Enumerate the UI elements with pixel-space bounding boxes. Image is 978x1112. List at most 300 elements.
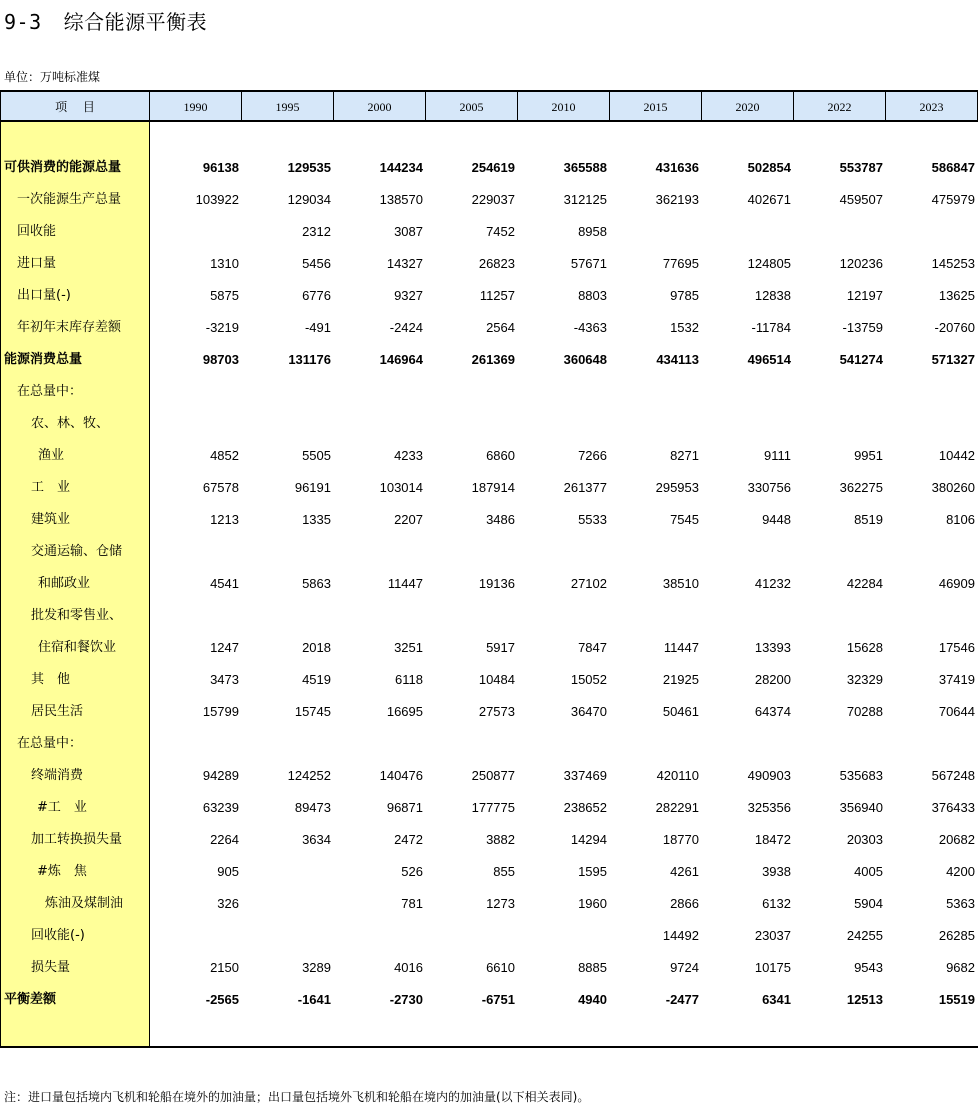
value-cell-1995: 5456 — [302, 256, 331, 271]
value-cell-2010: 238652 — [563, 800, 607, 815]
value-cell-2010: 14294 — [570, 832, 607, 847]
value-cell-2000: 3087 — [394, 224, 423, 239]
value-cell-2005 — [429, 408, 515, 440]
value-cell-1990: 94289 — [202, 768, 239, 783]
value-cell-2020: 6341 — [762, 992, 791, 1007]
header-year-2015: 2015 — [609, 92, 701, 120]
table-row — [0, 184, 978, 216]
value-cell-2005: 187914 — [471, 480, 515, 495]
table-header — [0, 90, 978, 122]
table-number: 9-3 — [4, 10, 42, 34]
value-cell-2022 — [797, 536, 883, 568]
value-cell-2015: 21925 — [662, 672, 699, 687]
value-cell-2020: 124805 — [747, 256, 791, 271]
table-row — [0, 536, 978, 568]
value-cell-2020: 402671 — [747, 192, 791, 207]
value-cell-2015 — [613, 728, 699, 760]
value-cell-2005: 19136 — [478, 576, 515, 591]
table-row — [0, 760, 978, 792]
table-row — [0, 408, 978, 440]
value-cell-2005: 27573 — [478, 704, 515, 719]
value-cell-2020: 325356 — [747, 800, 791, 815]
value-cell-1990 — [153, 728, 239, 760]
row-label: 建筑业 — [31, 512, 71, 527]
value-cell-2005 — [429, 600, 515, 632]
value-cell-2000: -2424 — [389, 320, 423, 335]
value-cell-2023: 8106 — [946, 512, 975, 527]
value-cell-2015: -2477 — [665, 992, 699, 1007]
value-cell-2010: 8958 — [578, 224, 607, 239]
value-cell-1990: 2264 — [210, 832, 239, 847]
value-cell-2005: 6610 — [486, 960, 515, 975]
value-cell-2005: 7452 — [486, 224, 515, 239]
value-cell-2022: 12197 — [846, 288, 883, 303]
value-cell-2023 — [889, 408, 975, 440]
value-cell-2022 — [797, 408, 883, 440]
value-cell-2020 — [705, 728, 791, 760]
value-cell-2022 — [797, 728, 883, 760]
value-cell-2020: 23037 — [754, 928, 791, 943]
value-cell-2020: 10175 — [754, 960, 791, 975]
value-cell-1995: 4519 — [302, 672, 331, 687]
value-cell-2000: 9327 — [394, 288, 423, 303]
value-cell-2020: 330756 — [747, 480, 791, 495]
value-cell-2010: 57671 — [570, 256, 607, 271]
value-cell-2022: 362275 — [839, 480, 883, 495]
value-cell-1995: 6776 — [302, 288, 331, 303]
value-cell-2022: 9543 — [854, 960, 883, 975]
value-cell-1995 — [245, 728, 331, 760]
value-cell-1990 — [153, 536, 239, 568]
value-cell-2015: 362193 — [655, 192, 699, 207]
value-cell-2022: 70288 — [846, 704, 883, 719]
value-cell-2010: 27102 — [570, 576, 607, 591]
value-cell-2005: 3882 — [486, 832, 515, 847]
value-cell-1990: 4852 — [210, 448, 239, 463]
value-cell-2010: 8803 — [578, 288, 607, 303]
header-year-2020: 2020 — [701, 92, 793, 120]
value-cell-2000: 3251 — [394, 640, 423, 655]
value-cell-2000: 16695 — [386, 704, 423, 719]
table-row — [0, 792, 978, 824]
value-cell-2020: 9111 — [764, 448, 791, 463]
value-cell-2015 — [613, 536, 699, 568]
table-title: 综合能源平衡表 — [63, 10, 208, 34]
value-cell-2000: 11447 — [387, 576, 423, 591]
value-cell-2015: 282291 — [655, 800, 699, 815]
row-label: #炼 焦 — [37, 864, 87, 879]
value-cell-2005 — [429, 376, 515, 408]
value-cell-2015: 431636 — [655, 160, 699, 175]
value-cell-1990: 1310 — [210, 256, 239, 271]
value-cell-2022 — [797, 376, 883, 408]
value-cell-2005: -6751 — [481, 992, 515, 1007]
value-cell-2000 — [337, 536, 423, 568]
value-cell-2010 — [521, 536, 607, 568]
value-cell-2022 — [797, 216, 883, 248]
unit-label: 单位：万吨标准煤 — [4, 70, 101, 84]
row-label: 在总量中： — [17, 384, 83, 399]
row-label: 可供消费的能源总量 — [4, 160, 122, 175]
value-cell-2022: 12513 — [846, 992, 883, 1007]
value-cell-2020: 496514 — [747, 352, 791, 367]
value-cell-2015: 4261 — [670, 864, 699, 879]
value-cell-1995 — [245, 888, 331, 920]
value-cell-2015: 38510 — [662, 576, 699, 591]
value-cell-2023 — [889, 600, 975, 632]
value-cell-2005: 177775 — [471, 800, 515, 815]
value-cell-2000: 96871 — [386, 800, 423, 815]
row-label: 批发和零售业、 — [31, 608, 123, 623]
row-label: 渔业 — [38, 448, 65, 463]
table-row — [0, 472, 978, 504]
header-year-2005: 2005 — [425, 92, 517, 120]
value-cell-2010: 5533 — [578, 512, 607, 527]
value-cell-1995 — [245, 536, 331, 568]
value-cell-2015: 9724 — [670, 960, 699, 975]
value-cell-1990 — [153, 920, 239, 952]
row-label: 进口量 — [17, 256, 57, 271]
value-cell-2000 — [337, 408, 423, 440]
value-cell-1995: 3289 — [302, 960, 331, 975]
value-cell-2022: 24255 — [846, 928, 883, 943]
value-cell-2010: 1960 — [578, 896, 607, 911]
value-cell-2010 — [521, 728, 607, 760]
value-cell-1995: 129535 — [287, 160, 331, 175]
value-cell-2010: 36470 — [570, 704, 607, 719]
value-cell-2000 — [337, 600, 423, 632]
value-cell-2000 — [337, 920, 423, 952]
table-row — [0, 216, 978, 248]
row-label: 在总量中： — [17, 736, 83, 751]
row-label: 其 他 — [31, 672, 71, 687]
table-row — [0, 696, 978, 728]
value-cell-2010: 15052 — [570, 672, 607, 687]
value-cell-2015 — [613, 408, 699, 440]
value-cell-2005: 261369 — [471, 352, 515, 367]
value-cell-2000 — [337, 376, 423, 408]
value-cell-1995: 124252 — [287, 768, 331, 783]
value-cell-1995: 2018 — [302, 640, 331, 655]
value-cell-1990 — [153, 376, 239, 408]
value-cell-2015: 2866 — [670, 896, 699, 911]
row-label: 能源消费总量 — [4, 352, 83, 367]
value-cell-2005: 26823 — [478, 256, 515, 271]
value-cell-2023: 70644 — [938, 704, 975, 719]
value-cell-2020 — [705, 536, 791, 568]
value-cell-2023: 567248 — [931, 768, 975, 783]
value-cell-2010 — [521, 920, 607, 952]
value-cell-2010: 261377 — [563, 480, 607, 495]
row-label: 居民生活 — [31, 704, 84, 719]
value-cell-2023: 586847 — [931, 160, 975, 175]
value-cell-2020: 18472 — [754, 832, 791, 847]
value-cell-2010: 7266 — [578, 448, 607, 463]
value-cell-2005: 10484 — [478, 672, 515, 687]
value-cell-2022: 535683 — [839, 768, 883, 783]
value-cell-1995: 129034 — [287, 192, 331, 207]
table-row — [0, 568, 978, 600]
value-cell-2023: 20682 — [938, 832, 975, 847]
value-cell-1995: 15745 — [294, 704, 331, 719]
value-cell-2015: 77695 — [662, 256, 699, 271]
value-cell-2000: 4233 — [394, 448, 423, 463]
value-cell-1990: 15799 — [202, 704, 239, 719]
value-cell-2015 — [613, 600, 699, 632]
value-cell-2023 — [889, 376, 975, 408]
value-cell-2022: 32329 — [846, 672, 883, 687]
value-cell-2020: 3938 — [762, 864, 791, 879]
table-row — [0, 984, 978, 1016]
value-cell-1995: -1641 — [297, 992, 331, 1007]
header-item: 项 目 — [55, 100, 95, 114]
value-cell-2020 — [705, 600, 791, 632]
row-label: 和邮政业 — [38, 576, 91, 591]
value-cell-2005: 2564 — [486, 320, 515, 335]
value-cell-2005: 5917 — [486, 640, 515, 655]
value-cell-1990: 326 — [217, 896, 239, 911]
value-cell-2020: 41232 — [754, 576, 791, 591]
value-cell-2005: 11257 — [479, 288, 515, 303]
table-row — [0, 856, 978, 888]
header-year-1995: 1995 — [241, 92, 333, 120]
value-cell-2015: 18770 — [662, 832, 699, 847]
value-cell-2023 — [889, 536, 975, 568]
value-cell-2020: 502854 — [747, 160, 791, 175]
value-cell-2015: 434113 — [656, 352, 699, 367]
value-cell-2022: 4005 — [854, 864, 883, 879]
row-label: 加工转换损失量 — [31, 832, 123, 847]
value-cell-2023: 145253 — [931, 256, 975, 271]
value-cell-2022: 5904 — [854, 896, 883, 911]
value-cell-2022: 541274 — [839, 352, 883, 367]
value-cell-2023: 475979 — [931, 192, 975, 207]
value-cell-1990: 67578 — [202, 480, 239, 495]
value-cell-2015 — [613, 216, 699, 248]
value-cell-1990: 103922 — [195, 192, 239, 207]
value-cell-2010: 365588 — [563, 160, 607, 175]
value-cell-2010 — [521, 600, 607, 632]
value-cell-2020 — [705, 408, 791, 440]
value-cell-2005: 6860 — [486, 448, 515, 463]
value-cell-1990: 3473 — [210, 672, 239, 687]
value-cell-2023: 10442 — [938, 448, 975, 463]
value-cell-2010: 7847 — [578, 640, 607, 655]
value-cell-2000: 526 — [401, 864, 423, 879]
value-cell-1990: 1247 — [210, 640, 239, 655]
value-cell-2020: -11784 — [751, 320, 791, 335]
row-label: 工 业 — [31, 480, 71, 495]
value-cell-2023: 571327 — [931, 352, 975, 367]
table-bottom-rule — [0, 1046, 978, 1048]
value-cell-2022: 15628 — [846, 640, 883, 655]
value-cell-2000: 4016 — [394, 960, 423, 975]
value-cell-1990: 1213 — [210, 512, 239, 527]
value-cell-1990 — [153, 216, 239, 248]
value-cell-1990 — [153, 408, 239, 440]
value-cell-2023 — [889, 728, 975, 760]
row-label: 住宿和餐饮业 — [38, 640, 117, 655]
value-cell-2005: 250877 — [471, 768, 515, 783]
value-cell-2020: 9448 — [762, 512, 791, 527]
value-cell-2000: 144234 — [379, 160, 423, 175]
value-cell-2023: 9682 — [946, 960, 975, 975]
row-label: 交通运输、仓储 — [31, 544, 123, 559]
value-cell-2015: 8271 — [670, 448, 699, 463]
value-cell-2020: 12838 — [754, 288, 791, 303]
table-row — [0, 952, 978, 984]
value-cell-2020 — [705, 216, 791, 248]
value-cell-2020: 6132 — [762, 896, 791, 911]
value-cell-2022: 356940 — [839, 800, 883, 815]
value-cell-1990 — [153, 600, 239, 632]
value-cell-1995 — [245, 376, 331, 408]
value-cell-1995 — [245, 600, 331, 632]
value-cell-2015: 9785 — [670, 288, 699, 303]
value-cell-2023: 376433 — [931, 800, 975, 815]
value-cell-2015: 420110 — [656, 768, 699, 783]
value-cell-2010 — [521, 408, 607, 440]
header-year-2010: 2010 — [517, 92, 609, 120]
header-year-1990: 1990 — [149, 92, 241, 120]
row-label: 年初年末库存差额 — [17, 320, 122, 335]
value-cell-2023: -20760 — [934, 320, 975, 335]
value-cell-2005 — [429, 536, 515, 568]
value-cell-2020: 490903 — [747, 768, 791, 783]
value-cell-2015: 1532 — [670, 320, 699, 335]
table-row — [0, 376, 978, 408]
value-cell-2023 — [889, 216, 975, 248]
value-cell-2015: 295953 — [655, 480, 699, 495]
table-row — [0, 600, 978, 632]
value-cell-2023: 15519 — [938, 992, 975, 1007]
value-cell-1995: 89473 — [294, 800, 331, 815]
value-cell-2020: 28200 — [754, 672, 791, 687]
value-cell-2000: 140476 — [379, 768, 423, 783]
value-cell-2010: 8885 — [578, 960, 607, 975]
table-row — [0, 888, 978, 920]
value-cell-2005: 855 — [493, 864, 515, 879]
value-cell-1995: 1335 — [302, 512, 331, 527]
value-cell-2020 — [705, 376, 791, 408]
value-cell-2015: 14492 — [662, 928, 699, 943]
value-cell-2023: 4200 — [946, 864, 975, 879]
footnote: 注：进口量包括境内飞机和轮船在境外的加油量；出口量包括境外飞机和轮船在境内的加油量(以下相关表同)。 — [4, 1090, 590, 1104]
value-cell-2005 — [429, 728, 515, 760]
value-cell-2022: 9951 — [854, 448, 883, 463]
row-label: 回收能 — [17, 224, 57, 239]
value-cell-1990: -2565 — [205, 992, 239, 1007]
table-row — [0, 152, 978, 184]
value-cell-1990: -3219 — [205, 320, 239, 335]
value-cell-2000: 2207 — [394, 512, 423, 527]
value-cell-2022: 20303 — [846, 832, 883, 847]
value-cell-2022 — [797, 600, 883, 632]
value-cell-1990: 5875 — [210, 288, 239, 303]
value-cell-1995 — [245, 920, 331, 952]
header-year-2000: 2000 — [333, 92, 425, 120]
value-cell-2015: 7545 — [670, 512, 699, 527]
table-row — [0, 280, 978, 312]
value-cell-2000: 14327 — [386, 256, 423, 271]
value-cell-1990: 96138 — [202, 160, 239, 175]
value-cell-1995: 5505 — [302, 448, 331, 463]
value-cell-2020: 13393 — [754, 640, 791, 655]
row-label: 农、林、牧、 — [31, 416, 110, 431]
table-row — [0, 312, 978, 344]
value-cell-2022: 553787 — [839, 160, 883, 175]
value-cell-2023: 5363 — [946, 896, 975, 911]
value-cell-2005 — [429, 920, 515, 952]
row-label: 出口量(-) — [17, 288, 71, 303]
value-cell-2010: 312125 — [563, 192, 607, 207]
row-label: 回收能(-) — [31, 928, 85, 943]
header-year-2022: 2022 — [793, 92, 885, 120]
value-cell-2015: 11447 — [663, 640, 699, 655]
value-cell-2022: 42284 — [846, 576, 883, 591]
row-label: 终端消费 — [31, 768, 84, 783]
value-cell-2000 — [337, 728, 423, 760]
value-cell-2005: 229037 — [471, 192, 515, 207]
value-cell-2000: 103014 — [379, 480, 423, 495]
value-cell-2023: 37419 — [938, 672, 975, 687]
value-cell-1995: 131176 — [288, 352, 331, 367]
value-cell-1995: 5863 — [302, 576, 331, 591]
value-cell-1995: 96191 — [294, 480, 331, 495]
header-year-2023: 2023 — [885, 92, 977, 120]
page-title — [4, 6, 207, 35]
table-row — [0, 440, 978, 472]
value-cell-2005: 1273 — [486, 896, 515, 911]
row-label: #工 业 — [37, 800, 87, 815]
value-cell-2022: 120236 — [839, 256, 883, 271]
value-cell-2000: 6118 — [395, 672, 423, 687]
value-cell-1990: 4541 — [210, 576, 239, 591]
value-cell-2023: 46909 — [938, 576, 975, 591]
table-row — [0, 728, 978, 760]
row-label: 损失量 — [31, 960, 71, 975]
value-cell-2000: 2472 — [394, 832, 423, 847]
value-cell-2000: 146964 — [379, 352, 423, 367]
row-label: 平衡差额 — [4, 992, 57, 1007]
value-cell-2000: -2730 — [389, 992, 423, 1007]
value-cell-2023: 26285 — [938, 928, 975, 943]
value-cell-2020: 64374 — [754, 704, 791, 719]
value-cell-2000: 138570 — [379, 192, 423, 207]
value-cell-2022: -13759 — [842, 320, 883, 335]
table-row — [0, 344, 978, 376]
table-row — [0, 248, 978, 280]
table-row — [0, 504, 978, 536]
value-cell-2005: 3486 — [486, 512, 515, 527]
value-cell-1995: -491 — [304, 320, 331, 335]
value-cell-2010: 4940 — [578, 992, 607, 1007]
value-cell-1990: 905 — [217, 864, 239, 879]
value-cell-2023: 13625 — [938, 288, 975, 303]
row-label: 一次能源生产总量 — [17, 192, 122, 207]
value-cell-1995: 2312 — [302, 224, 331, 239]
value-cell-2022: 8519 — [854, 512, 883, 527]
value-cell-2000: 781 — [401, 896, 423, 911]
table-row — [0, 632, 978, 664]
value-cell-2005: 254619 — [471, 160, 515, 175]
value-cell-2010: -4363 — [573, 320, 607, 335]
row-label: 炼油及煤制油 — [45, 896, 124, 911]
value-cell-1995 — [245, 856, 331, 888]
value-cell-2023: 380260 — [931, 480, 975, 495]
table-row — [0, 920, 978, 952]
value-cell-2010: 337469 — [563, 768, 607, 783]
